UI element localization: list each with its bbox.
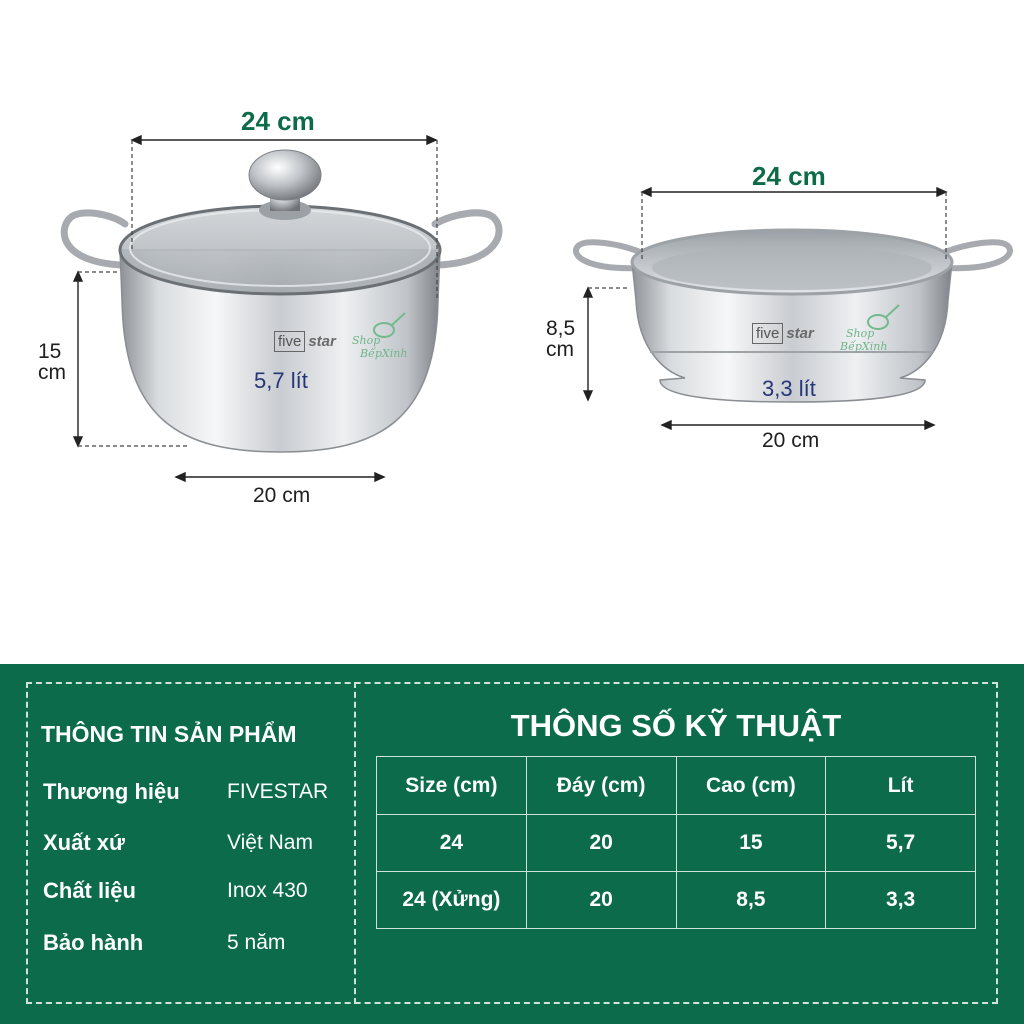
info-row-origin <box>0 830 354 860</box>
spec-cell: 5,7 <box>826 815 976 872</box>
info-value: FIVESTAR <box>227 780 329 803</box>
spec-header-row <box>377 757 976 815</box>
spec-cell: 24 (Xửng) <box>377 872 527 929</box>
pot-top-width-label: 24 cm <box>241 106 315 136</box>
spec-header-liters: Lít <box>826 757 976 815</box>
brand-tail-text: star <box>308 333 336 350</box>
spec-cell: 20 <box>526 815 676 872</box>
steamer-top-width-label: 24 cm <box>752 161 826 191</box>
info-key: Xuất xứ <box>43 830 125 855</box>
table-row <box>377 815 976 872</box>
info-panel <box>0 664 1024 1024</box>
steamer-shop-mark <box>840 327 888 353</box>
pot-height-unit: cm <box>38 361 66 384</box>
steamer-shop-line2: BếpXinh <box>840 340 888 353</box>
pot-bottom-dimension-line <box>176 473 384 481</box>
spec-title: THÔNG SỐ KỸ THUẬT <box>510 708 842 743</box>
pot-brand-mark <box>274 333 336 350</box>
spec-cell: 24 <box>377 815 527 872</box>
brand-box-text: five <box>274 331 305 352</box>
info-row-material <box>0 878 354 908</box>
spec-header-height: Cao (cm) <box>676 757 826 815</box>
spec-cell: 8,5 <box>676 872 826 929</box>
shop-line1: Shop <box>352 334 381 347</box>
spec-table <box>376 756 976 929</box>
dashed-divider <box>354 682 356 1004</box>
steamer-brand-mark <box>752 325 814 342</box>
spec-header-base: Đáy (cm) <box>526 757 676 815</box>
spec-cell: 20 <box>526 872 676 929</box>
info-value: 5 năm <box>227 931 286 954</box>
table-row <box>377 872 976 929</box>
steamer-brand-tail-text: star <box>786 325 814 342</box>
pot-shop-mark <box>352 334 407 360</box>
steamer-bottom-width-label: 20 cm <box>762 429 820 452</box>
info-value: Việt Nam <box>227 831 313 854</box>
steamer-volume-label: 3,3 lít <box>762 376 816 401</box>
spec-header-size: Size (cm) <box>377 757 527 815</box>
steamer-height-label <box>546 318 575 360</box>
steamer-shop-line1: Shop <box>846 327 875 340</box>
info-key: Thương hiệu <box>43 779 180 804</box>
steamer-height-dimension-line <box>584 288 592 400</box>
pot-bottom-width-label: 20 cm <box>253 484 311 507</box>
info-row-brand <box>0 779 354 809</box>
info-row-warranty <box>0 930 354 960</box>
info-key: Chất liệu <box>43 878 136 903</box>
spec-cell: 3,3 <box>826 872 976 929</box>
steamer-height-unit: cm <box>546 338 574 361</box>
info-key: Bảo hành <box>43 930 144 955</box>
pot-height-value: 15 <box>38 340 62 363</box>
pot-height-label <box>38 341 66 383</box>
product-info-title: THÔNG TIN SẢN PHẨM <box>41 721 297 747</box>
steamer-bottom-dimension-line <box>662 421 934 429</box>
pot-height-dimension-line <box>74 272 82 446</box>
spec-cell: 15 <box>676 815 826 872</box>
info-value: Inox 430 <box>227 879 308 902</box>
pot-top-dimension-line <box>132 136 436 144</box>
steamer-height-value: 8,5 <box>546 317 576 340</box>
pot-volume-label: 5,7 lít <box>254 368 308 393</box>
shop-line2: BếpXinh <box>360 347 408 360</box>
steamer-brand-box-text: five <box>752 323 783 344</box>
